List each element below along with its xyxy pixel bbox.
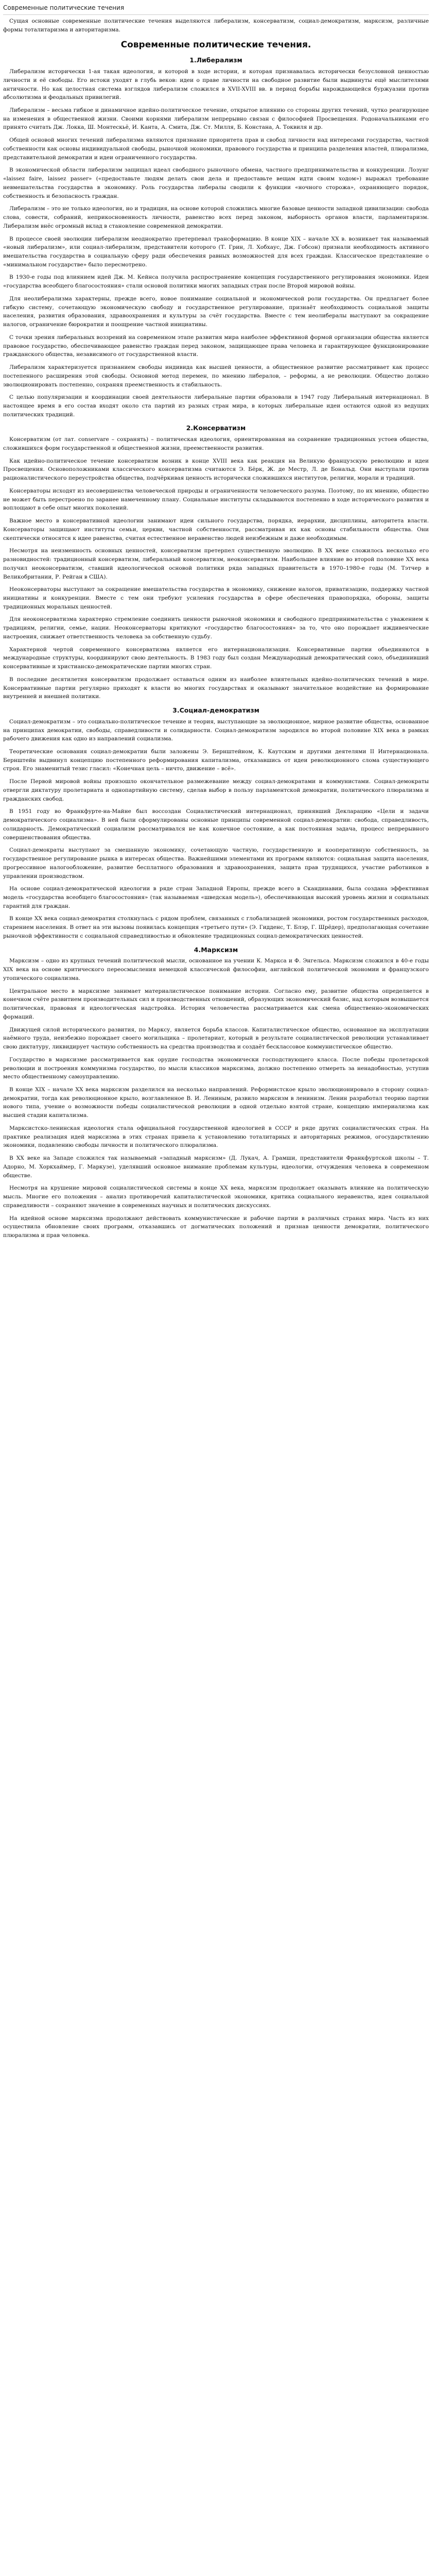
section-paragraph: Марксизм – одно из крупных течений политической мысли, основанное на учении К. Маркса и Ф. Энгельса. Марксизм сложился в 40-е годы XIX века на основе критического переосмысления немецкой классической философии, английской политической экономии и французского утопического социализма. <box>3 958 429 981</box>
section-paragraph: С точки зрения либеральных воззрений на современном этапе развития мира наиболее эффективной формой организации общества является правовое государство, обеспечивающее равенство граждан перед законом, защищающее права человека и гарантирующее функционирование гражданского общества, независимого от государственной власти. <box>3 334 429 358</box>
section-paragraph: Социал-демократы выступают за смешанную экономику, сочетающую частную, государственную и кооперативную собственность, за государственное регулирование рынка в интересах общества. Важнейшими элементами их программ являются: социальная защита населения, прогрессивное налогообложение, развитие бесплатного образования и здравоохранения, защита прав трудящихся, участие работников в управлении производством. <box>3 847 429 879</box>
section-paragraph: Государство в марксизме рассматривается как орудие господства экономически господствующего класса. После победы пролетарской революции и построения коммунизма государство, по мысли классиков марксизма, должно постепенно отмереть за ненадобностью, уступив место общественному самоуправлению. <box>3 1056 429 1080</box>
section-heading: 4.Марксизм <box>194 945 238 954</box>
section-paragraph: Марксистско-ленинская идеология стала официальной государственной идеологией в СССР и ряде других социалистических стран. На практике реализация идей марксизма в этих странах привела к установлению тоталитарных и авторитарных режимов, огосударствлению экономики, подавлению свободы личности и политического плюрализма. <box>3 1125 429 1149</box>
section-paragraph: Несмотря на крушение мировой социалистической системы в конце XX века, марксизм продолжает оказывать влияние на политическую мысль. Многие его положения – анализ противоречий капиталистической экономики, критика социального неравенства, идея социальной справедливости – сохраняют значение в современных научных и политических дискуссиях. <box>3 1185 429 1209</box>
section <box>3 945 429 1240</box>
section-paragraph: Как идейно-политическое течение консерватизм возник в конце XVIII века как реакция на Великую французскую революцию и идеи Просвещения. Основоположниками классического консерватизма считаются Э. Бёрк, Ж. де Местр, Л. де Бональд. Они выступали против рационалистического переустройства общества, подчёркивая ценность исторически сложившихся институтов, религии, морали и традиций. <box>3 457 429 482</box>
section-paragraph: В XX веке на Западе сложился так называемый «западный марксизм» (Д. Лукач, А. Грамши, представители Франкфуртской школы – Т. Адорно, М. Хоркхаймер, Г. Маркузе), уделявший основное внимание проблемам культуры, идеологии, отчуждения человека в современном обществе. <box>3 1155 429 1179</box>
section-paragraph: Консерватизм (от лат. conservare – сохранять) – политическая идеология, ориентированная на сохранение традиционных устоев общества, сложившихся форм государственной и общественной жизни, преемственности развития. <box>3 436 429 451</box>
section-paragraph: Консерваторы исходят из несовершенства человеческой природы и ограниченности человеческого разума. Поэтому, по их мнению, общество не может быть перестроено по заранее намеченному плану. Социальные институты складываются постепенно в ходе исторического развития и воплощают в себе опыт многих поколений. <box>3 487 429 512</box>
section-paragraph: Либерализм исторически 1-ая такая идеология, и которой в ходе истории, и которая признавалась исторически безусловной ценностью личности и её свободы. Его истоки уходят в глубь веков: идеи о праве личности на свободное развитие были выдвинуты ещё мыслителями античности. Но как целостная система взглядов либерализм сложился в XVII-XVIII вв. в период борьбы нарождающейся буржуазии против абсолютизма и феодальных привилегий. <box>3 69 429 101</box>
section-paragraph: Социал-демократизм – это социально-политическое течение и теория, выступающие за эволюционное, мирное развитие общества, основанное на принципах демократии, свободы, справедливости и солидарности. Социал-демократизм зародился во второй половине XIX века в рамках рабочего движения как одно из направлений социализма. <box>3 718 429 742</box>
section-paragraph: Теоретические основания социал-демократии были заложены Э. Бернштейном, К. Каутским и другими деятелями II Интернационала. Бернштейн выдвинул концепцию постепенного реформирования капитализма, отказавшись от идеи революционного слома существующего строя. Его знаменитый тезис гласил: «Конечная цель – ничто, движение – всё». <box>3 749 429 772</box>
section-paragraph: Для неоконсерватизма характерно стремление соединить ценности рыночной экономики и свободного предпринимательства с уважением к традициям, религии, семье, нации. Неоконсерваторы критикуют «государство благосостояния» за то, что оно порождает иждивенческие настроения, снижает ответственность человека за собственную судьбу. <box>3 616 429 640</box>
section-paragraph: Для неолиберализма характерны, прежде всего, новое понимание социальной и экономической роли государства. Он предлагает более гибкую систему, сочетающую экономическую свободу и государственное регулирование, признаёт необходимость социальной защиты населения, развития образования, здравоохранения и культуры за счёт государства. Вместе с тем неолибералы выступают за сокращение налогов, ограничение бюрократии и поощрение частной инициативы. <box>3 295 429 328</box>
section <box>3 55 429 419</box>
sections-container <box>3 55 429 1240</box>
section-paragraph: После Первой мировой войны произошло окончательное размежевание между социал-демократами и коммунистами. Социал-демократы отвергли диктатуру пролетариата и однопартийную систему, сделав выбор в пользу парламентской демократии, политического плюрализма и гражданских свобод. <box>3 778 429 802</box>
section-heading: 2.Консерватизм <box>186 424 246 432</box>
section <box>3 705 429 941</box>
section-paragraph: В 1951 году во Франкфурте-на-Майне был воссоздан Социалистический интернационал, принявший Декларацию «Цели и задачи демократического социализма». В ней были сформулированы основные принципы современной социал-демократии: свобода, справедливость, солидарность. Демократический социализм рассматривался не как конечное состояние, а как постоянная задача, процесс непрерывного совершенствования общества. <box>3 808 429 841</box>
section-heading: 1.Либерализм <box>189 56 242 64</box>
section-paragraph: В процессе своей эволюции либерализм неоднократно претерпевал трансформацию. В конце XIX – начале XX в. возникает так называемый «новый либерализм», или социал-либерализм, представители которого (Т. Грин, Л. Хобхаус, Дж. Гобсон) признали необходимость активного вмешательства государства в социальную сферу ради обеспечения равных возможностей для всех граждан. Классическое представление о «минимальном государстве» было пересмотрено. <box>3 235 429 268</box>
section-paragraph: С целью популяризации и координации своей деятельности либеральные партии образовали в 1947 году Либеральный интернационал. В настоящее время в его состав входят около ста партий из разных стран мира, в которых либеральные идеи остаются одной из ведущих политических традиций. <box>3 394 429 418</box>
section-paragraph: В конце XX века социал-демократия столкнулась с рядом проблем, связанных с глобализацией экономики, ростом государственных расходов, старением населения. В ответ на эти вызовы появилась концепция «третьего пути» (Э. Гидденс, Т. Блэр, Г. Шрёдер), предполагающая сочетание рыночной эффективности с социальной справедливостью и обновление традиционных социал-демократических ценностей. <box>3 916 429 939</box>
section-paragraph: Движущей силой исторического развития, по Марксу, является борьба классов. Капиталистическое общество, основанное на эксплуатации наёмного труда, неизбежно порождает своего могильщика – пролетариат, который в результате социалистической революции устанавливает свою диктатуру, ликвидирует частную собственность на средства производства и создаёт бесклассовое коммунистическое общество. <box>3 1026 429 1050</box>
section-paragraph: Либерализм – весьма гибкое и динамичное идейно-политическое течение, открытое влиянию со стороны других течений, чутко реагирующее на изменения в общественной жизни. Своими корнями либерализм непрерывно связан с философией Просвещения. Родоначальниками его принято считать Дж. Локка, Ш. Монтескьё, И. Канта, А. Смита, Дж. Ст. Милля, Б. Констана, А. Токвиля и др. <box>3 107 429 131</box>
section-paragraph: В экономической области либерализм защищал идеал свободного рыночного обмена, частного предпринимательства и конкуренции. Лозунг «laissez faire, laissez passer» («предоставьте людям делать свои дела и предоставьте вещам идти своим ходом») выражал требование невмешательства государства в экономику. Роль государства либералы сводили к функции «ночного сторожа», охраняющего порядок, собственность и безопасность граждан. <box>3 167 429 199</box>
section-paragraph: Центральное место в марксизме занимает материалистическое понимание истории. Согласно ему, развитие общества определяется в конечном счёте развитием производительных сил и производственных отношений, образующих экономический базис, над которым возвышается политическая, правовая и идеологическая надстройка. История человечества рассматривается как смена общественно-экономических формаций. <box>3 988 429 1020</box>
section-heading: 3.Социал-демократизм <box>172 706 259 715</box>
section-paragraph: Несмотря на неизменность основных ценностей, консерватизм претерпел существенную эволюцию. В XX веке сложилось несколько его разновидностей: традиционный консерватизм, либеральный консерватизм, неоконсерватизм. Наибольшее влияние во второй половине XX века получил неоконсерватизм, ставший идеологической основой политики ряда западных правительств в 1970–1980-е годы (М. Тэтчер в Великобритании, Р. Рейган в США). <box>3 548 429 580</box>
intro-block <box>3 17 429 34</box>
section-paragraph: На основе социал-демократической идеологии в ряде стран Западной Европы, прежде всего в Скандинавии, была создана эффективная модель «государства всеобщего благосостояния» (так называемая «шведская модель»), обеспечивающая высокий уровень жизни и социальных гарантий для граждан. <box>3 886 429 909</box>
section <box>3 423 429 701</box>
section-paragraph: Либерализм – это не только идеология, но и традиция, на основе которой сложились многие базовые ценности западной цивилизации: свобода слова, совести, собраний, неприкосновенность личности, равенство всех перед законом, выборность органов власти, парламентаризм. Либерализм внёс огромный вклад в становление современной демократии. <box>3 206 429 229</box>
document-page <box>0 0 431 1240</box>
intro-paragraph: Сущая основные современные политические течения выделяются либерализм, консерватизм, социал-демократизм, марксизм, различные формы тоталитаризма и авторитаризма. <box>3 18 429 33</box>
main-heading: Современные политические течения. <box>120 40 311 50</box>
section-paragraph: В 1930-е годы под влиянием идей Дж. М. Кейнса получила распространение концепция государственного регулирования экономики. Идеи «государства всеобщего благосостояния» стали основой политики многих западных стран после Второй мировой войны. <box>3 274 429 290</box>
section-paragraph: Либерализм характеризуется признанием свободы индивида как высшей ценности, а общественное развитие рассматривает как процесс постепенного расширения этой свободы. Основной метод перемен, по мнению либералов, – реформы, а не революции. Общество должно эволюционировать постепенно, сохраняя преемственность и стабильность. <box>3 364 429 388</box>
section-paragraph: Неоконсерваторы выступают за сокращение вмешательства государства в экономику, снижение налогов, приватизацию, поддержку частной инициативы и конкуренции. Вместе с тем они требуют усиления государства в сфере обеспечения правопорядка, обороны, защиты традиционных моральных ценностей. <box>3 586 429 610</box>
section-paragraph: На идейной основе марксизма продолжают действовать коммунистические и рабочие партии в различных странах мира. Часть из них осуществила обновление своих программ, отказавшись от догматических положений и признав ценности демократии, политического плюрализма и прав человека. <box>3 1215 429 1239</box>
document-title: Современные политические течения <box>3 3 429 15</box>
section-paragraph: В конце XIX – начале XX века марксизм разделился на несколько направлений. Реформистское крыло эволюционировало в сторону социал-демократии, тогда как революционное крыло, возглавленное В. И. Лениным, развило марксизм в ленинизм. Ленин разработал теорию партии нового типа, учение о возможности победы социалистической революции в одной отдельно взятой стране, концепцию империализма как высшей стадии капитализма. <box>3 1086 429 1119</box>
section-paragraph: Общей основой многих течений либерализма являются признание приоритета прав и свобод личности над интересами государства, частной собственности как основы индивидуальной свободы, рыночной экономики, правового государства и принципа разделения властей, плюрализма, представительной демократии и идеи ограниченного государства. <box>3 137 429 161</box>
section-paragraph: В последние десятилетия консерватизм продолжает оставаться одним из наиболее влиятельных идейно-политических течений в мире. Консервативные партии регулярно приходят к власти во многих государствах и оказывают значительное воздействие на формирование внутренней и внешней политики. <box>3 676 429 700</box>
section-paragraph: Характерной чертой современного консерватизма является его интернационализация. Консервативные партии объединяются в международные структуры, координируют свою деятельность. В 1983 году был создан Международный демократический союз, объединивший консервативные и христианско-демократические партии многих стран. <box>3 646 429 670</box>
section-paragraph: Важное место в консервативной идеологии занимают идеи сильного государства, порядка, иерархии, дисциплины, авторитета власти. Консерваторы защищают институты семьи, церкви, частной собственности, рассматривая их как основы стабильности общества. Они скептически относятся к идее равенства, считая естественное неравенство людей неизбежным и даже необходимым. <box>3 518 429 541</box>
